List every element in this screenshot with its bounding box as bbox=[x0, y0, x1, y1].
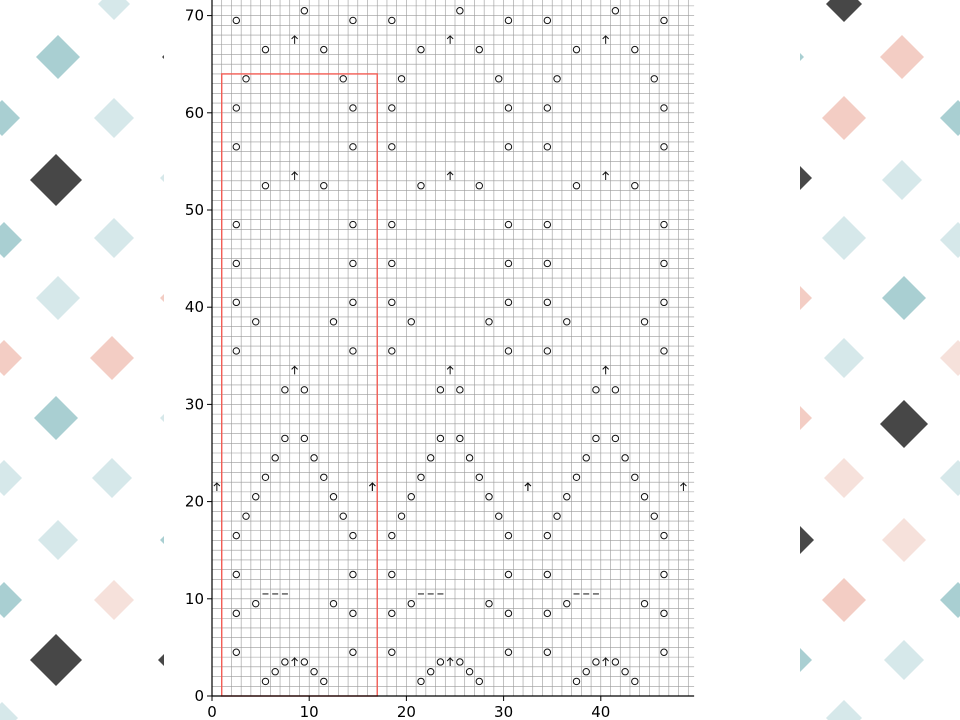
decorative-diamond bbox=[36, 35, 80, 79]
x-tick-label: 0 bbox=[207, 703, 217, 720]
yarn-over-mark bbox=[398, 76, 404, 82]
yarn-over-mark bbox=[301, 435, 307, 441]
chart-panel bbox=[164, 0, 800, 720]
yarn-over-mark bbox=[544, 571, 550, 577]
yarn-over-mark bbox=[661, 348, 667, 354]
yarn-over-mark bbox=[389, 105, 395, 111]
yarn-over-mark bbox=[398, 513, 404, 519]
yarn-over-mark bbox=[389, 532, 395, 538]
yarn-over-mark bbox=[408, 494, 414, 500]
yarn-over-mark bbox=[544, 299, 550, 305]
yarn-over-mark bbox=[321, 46, 327, 52]
yarn-over-mark bbox=[350, 299, 356, 305]
y-tick-label: 40 bbox=[184, 298, 204, 317]
double-decrease-mark bbox=[292, 172, 298, 180]
yarn-over-mark bbox=[340, 76, 346, 82]
dark-diamond bbox=[30, 154, 82, 206]
yarn-over-mark bbox=[389, 649, 395, 655]
yarn-over-mark bbox=[612, 8, 618, 14]
yarn-over-mark bbox=[350, 17, 356, 23]
yarn-over-mark bbox=[661, 105, 667, 111]
yarn-over-mark bbox=[661, 610, 667, 616]
decorative-diamond bbox=[92, 458, 132, 498]
yarn-over-mark bbox=[262, 46, 268, 52]
yarn-over-mark bbox=[583, 669, 589, 675]
yarn-over-mark bbox=[661, 260, 667, 266]
yarn-over-mark bbox=[641, 319, 647, 325]
yarn-over-mark bbox=[243, 513, 249, 519]
decorative-diamond bbox=[882, 160, 922, 200]
yarn-over-mark bbox=[476, 474, 482, 480]
yarn-over-mark bbox=[476, 46, 482, 52]
yarn-over-mark bbox=[350, 610, 356, 616]
yarn-over-mark bbox=[350, 105, 356, 111]
yarn-over-mark bbox=[583, 455, 589, 461]
yarn-over-mark bbox=[651, 513, 657, 519]
yarn-over-mark bbox=[641, 600, 647, 606]
decorative-diamond bbox=[0, 222, 22, 258]
yarn-over-mark bbox=[330, 319, 336, 325]
yarn-over-mark bbox=[632, 474, 638, 480]
chart-grid bbox=[212, 0, 694, 696]
yarn-over-mark bbox=[612, 387, 618, 393]
yarn-over-mark bbox=[301, 8, 307, 14]
yarn-over-mark bbox=[350, 144, 356, 150]
yarn-over-mark bbox=[389, 260, 395, 266]
decorative-diamond bbox=[880, 35, 924, 79]
decorative-diamond bbox=[90, 336, 134, 380]
yarn-over-mark bbox=[233, 260, 239, 266]
yarn-over-mark bbox=[505, 299, 511, 305]
y-tick-label: 0 bbox=[194, 687, 204, 705]
decorative-diamond bbox=[940, 100, 960, 136]
yarn-over-mark bbox=[457, 435, 463, 441]
decorative-diamond bbox=[0, 100, 20, 136]
yarn-over-mark bbox=[243, 76, 249, 82]
yarn-over-mark bbox=[418, 46, 424, 52]
y-tick-label: 10 bbox=[184, 589, 204, 608]
yarn-over-mark bbox=[418, 474, 424, 480]
y-tick-label: 20 bbox=[184, 492, 204, 511]
yarn-over-mark bbox=[544, 649, 550, 655]
decorative-diamond bbox=[0, 460, 22, 496]
x-tick-label: 30 bbox=[494, 703, 514, 720]
yarn-over-mark bbox=[661, 17, 667, 23]
decorative-diamond bbox=[0, 340, 22, 376]
yarn-over-mark bbox=[311, 669, 317, 675]
yarn-over-mark bbox=[505, 260, 511, 266]
yarn-over-mark bbox=[321, 474, 327, 480]
yarn-over-mark bbox=[282, 435, 288, 441]
double-decrease-mark bbox=[447, 172, 453, 180]
yarn-over-mark bbox=[262, 678, 268, 684]
yarn-over-mark bbox=[389, 610, 395, 616]
yarn-over-mark bbox=[466, 455, 472, 461]
yarn-over-mark bbox=[233, 649, 239, 655]
yarn-over-mark bbox=[408, 319, 414, 325]
yarn-over-mark bbox=[466, 669, 472, 675]
yarn-over-mark bbox=[505, 649, 511, 655]
yarn-over-mark bbox=[632, 46, 638, 52]
yarn-over-mark bbox=[544, 610, 550, 616]
yarn-over-mark bbox=[262, 183, 268, 189]
yarn-over-mark bbox=[233, 348, 239, 354]
yarn-over-mark bbox=[661, 649, 667, 655]
y-tick-label: 30 bbox=[184, 395, 204, 414]
x-tick-label: 40 bbox=[591, 703, 611, 720]
yarn-over-mark bbox=[272, 455, 278, 461]
yarn-over-mark bbox=[350, 221, 356, 227]
yarn-over-mark bbox=[573, 474, 579, 480]
decorative-diamond bbox=[822, 216, 866, 260]
yarn-over-mark bbox=[389, 571, 395, 577]
double-decrease-mark bbox=[603, 36, 609, 44]
decorative-diamond bbox=[884, 640, 924, 680]
yarn-over-mark bbox=[564, 494, 570, 500]
double-decrease-mark bbox=[292, 366, 298, 374]
yarn-over-mark bbox=[544, 144, 550, 150]
yarn-over-mark bbox=[233, 610, 239, 616]
yarn-over-mark bbox=[544, 105, 550, 111]
double-decrease-mark bbox=[292, 36, 298, 44]
yarn-over-mark bbox=[350, 571, 356, 577]
yarn-over-mark bbox=[253, 494, 259, 500]
yarn-over-mark bbox=[486, 494, 492, 500]
yarn-over-mark bbox=[253, 600, 259, 606]
yarn-over-mark bbox=[350, 649, 356, 655]
double-decrease-mark bbox=[369, 483, 375, 491]
yarn-over-mark bbox=[544, 532, 550, 538]
yarn-over-mark bbox=[661, 571, 667, 577]
decorative-diamond bbox=[94, 580, 134, 620]
yarn-over-mark bbox=[632, 183, 638, 189]
double-decrease-mark bbox=[214, 483, 220, 491]
yarn-over-mark bbox=[233, 571, 239, 577]
yarn-over-mark bbox=[282, 659, 288, 665]
decorative-diamond bbox=[822, 578, 866, 622]
yarn-over-mark bbox=[350, 260, 356, 266]
double-decrease-mark bbox=[292, 658, 298, 666]
double-decrease-mark bbox=[603, 172, 609, 180]
yarn-over-mark bbox=[233, 299, 239, 305]
yarn-over-mark bbox=[505, 610, 511, 616]
decorative-diamond bbox=[882, 276, 926, 320]
yarn-over-mark bbox=[544, 221, 550, 227]
decorative-diamond bbox=[36, 276, 80, 320]
yarn-over-mark bbox=[418, 183, 424, 189]
yarn-over-mark bbox=[573, 183, 579, 189]
yarn-over-mark bbox=[389, 17, 395, 23]
decorative-diamond bbox=[940, 340, 960, 376]
yarn-over-mark bbox=[301, 387, 307, 393]
yarn-over-mark bbox=[408, 600, 414, 606]
yarn-over-mark bbox=[661, 221, 667, 227]
yarn-over-mark bbox=[593, 387, 599, 393]
x-tick-label: 10 bbox=[299, 703, 319, 720]
decorative-diamond bbox=[38, 520, 78, 560]
yarn-over-mark bbox=[544, 260, 550, 266]
yarn-over-mark bbox=[282, 387, 288, 393]
yarn-over-mark bbox=[564, 319, 570, 325]
yarn-over-mark bbox=[330, 494, 336, 500]
x-tick-label: 20 bbox=[396, 703, 416, 720]
decorative-diamond bbox=[882, 518, 926, 562]
yarn-over-mark bbox=[622, 669, 628, 675]
yarn-over-mark bbox=[573, 678, 579, 684]
knitting-chart bbox=[164, 0, 800, 720]
yarn-over-mark bbox=[418, 678, 424, 684]
yarn-over-mark bbox=[622, 455, 628, 461]
yarn-over-mark bbox=[233, 532, 239, 538]
yarn-over-mark bbox=[612, 435, 618, 441]
yarn-over-mark bbox=[437, 387, 443, 393]
y-tick-label: 70 bbox=[184, 6, 204, 25]
decorative-diamond bbox=[34, 396, 78, 440]
yarn-over-mark bbox=[612, 659, 618, 665]
yarn-over-mark bbox=[389, 348, 395, 354]
double-decrease-mark bbox=[680, 483, 686, 491]
double-decrease-mark bbox=[447, 366, 453, 374]
yarn-over-mark bbox=[486, 319, 492, 325]
yarn-over-mark bbox=[253, 319, 259, 325]
double-decrease-mark bbox=[525, 483, 531, 491]
yarn-over-mark bbox=[544, 17, 550, 23]
yarn-over-mark bbox=[428, 669, 434, 675]
yarn-over-mark bbox=[457, 659, 463, 665]
decorative-diamond bbox=[940, 582, 960, 618]
yarn-over-mark bbox=[233, 105, 239, 111]
decorative-diamond bbox=[826, 700, 862, 720]
yarn-over-mark bbox=[301, 659, 307, 665]
decorative-diamond bbox=[98, 0, 130, 20]
decorative-diamond bbox=[94, 98, 134, 138]
yarn-over-mark bbox=[389, 299, 395, 305]
yarn-over-mark bbox=[457, 387, 463, 393]
yarn-over-mark bbox=[651, 76, 657, 82]
yarn-over-mark bbox=[593, 659, 599, 665]
yarn-over-mark bbox=[496, 76, 502, 82]
yarn-over-mark bbox=[476, 678, 482, 684]
yarn-over-mark bbox=[330, 600, 336, 606]
yarn-over-mark bbox=[505, 348, 511, 354]
yarn-over-mark bbox=[321, 678, 327, 684]
yarn-over-mark bbox=[632, 678, 638, 684]
yarn-over-mark bbox=[272, 669, 278, 675]
yarn-over-mark bbox=[661, 144, 667, 150]
decorative-diamond bbox=[0, 582, 22, 618]
yarn-over-mark bbox=[233, 144, 239, 150]
yarn-over-mark bbox=[505, 221, 511, 227]
yarn-over-mark bbox=[505, 144, 511, 150]
y-tick-label: 50 bbox=[184, 201, 204, 219]
double-decrease-mark bbox=[447, 658, 453, 666]
yarn-over-mark bbox=[476, 183, 482, 189]
yarn-over-mark bbox=[554, 76, 560, 82]
yarn-over-mark bbox=[340, 513, 346, 519]
decorative-diamond bbox=[940, 222, 960, 258]
dark-diamond bbox=[30, 634, 82, 686]
decorative-diamond bbox=[940, 460, 960, 496]
yarn-over-mark bbox=[661, 299, 667, 305]
yarn-over-mark bbox=[350, 532, 356, 538]
yarn-over-mark bbox=[544, 348, 550, 354]
dark-diamond bbox=[880, 400, 928, 448]
decorative-diamond bbox=[0, 702, 18, 720]
yarn-over-mark bbox=[457, 8, 463, 14]
decorative-diamond bbox=[822, 96, 866, 140]
yarn-over-mark bbox=[389, 144, 395, 150]
yarn-over-mark bbox=[661, 532, 667, 538]
yarn-over-mark bbox=[486, 600, 492, 606]
yarn-over-mark bbox=[505, 105, 511, 111]
yarn-over-mark bbox=[554, 513, 560, 519]
yarn-over-mark bbox=[311, 455, 317, 461]
yarn-over-mark bbox=[233, 221, 239, 227]
yarn-over-mark bbox=[496, 513, 502, 519]
yarn-over-mark bbox=[428, 455, 434, 461]
yarn-over-mark bbox=[350, 348, 356, 354]
double-decrease-mark bbox=[447, 36, 453, 44]
dark-diamond bbox=[826, 0, 862, 22]
yarn-over-mark bbox=[233, 17, 239, 23]
yarn-over-mark bbox=[321, 183, 327, 189]
yarn-over-mark bbox=[641, 494, 647, 500]
yarn-over-mark bbox=[564, 600, 570, 606]
yarn-over-mark bbox=[505, 571, 511, 577]
yarn-over-mark bbox=[573, 46, 579, 52]
yarn-over-mark bbox=[389, 221, 395, 227]
decorative-diamond bbox=[824, 458, 864, 498]
double-decrease-mark bbox=[603, 658, 609, 666]
yarn-over-mark bbox=[593, 435, 599, 441]
y-tick-label: 60 bbox=[184, 103, 204, 122]
yarn-over-mark bbox=[505, 17, 511, 23]
yarn-over-mark bbox=[437, 659, 443, 665]
yarn-over-mark bbox=[262, 474, 268, 480]
decorative-diamond bbox=[94, 218, 134, 258]
double-decrease-mark bbox=[603, 366, 609, 374]
yarn-over-mark bbox=[505, 532, 511, 538]
decorative-diamond bbox=[824, 338, 864, 378]
yarn-over-mark bbox=[437, 435, 443, 441]
